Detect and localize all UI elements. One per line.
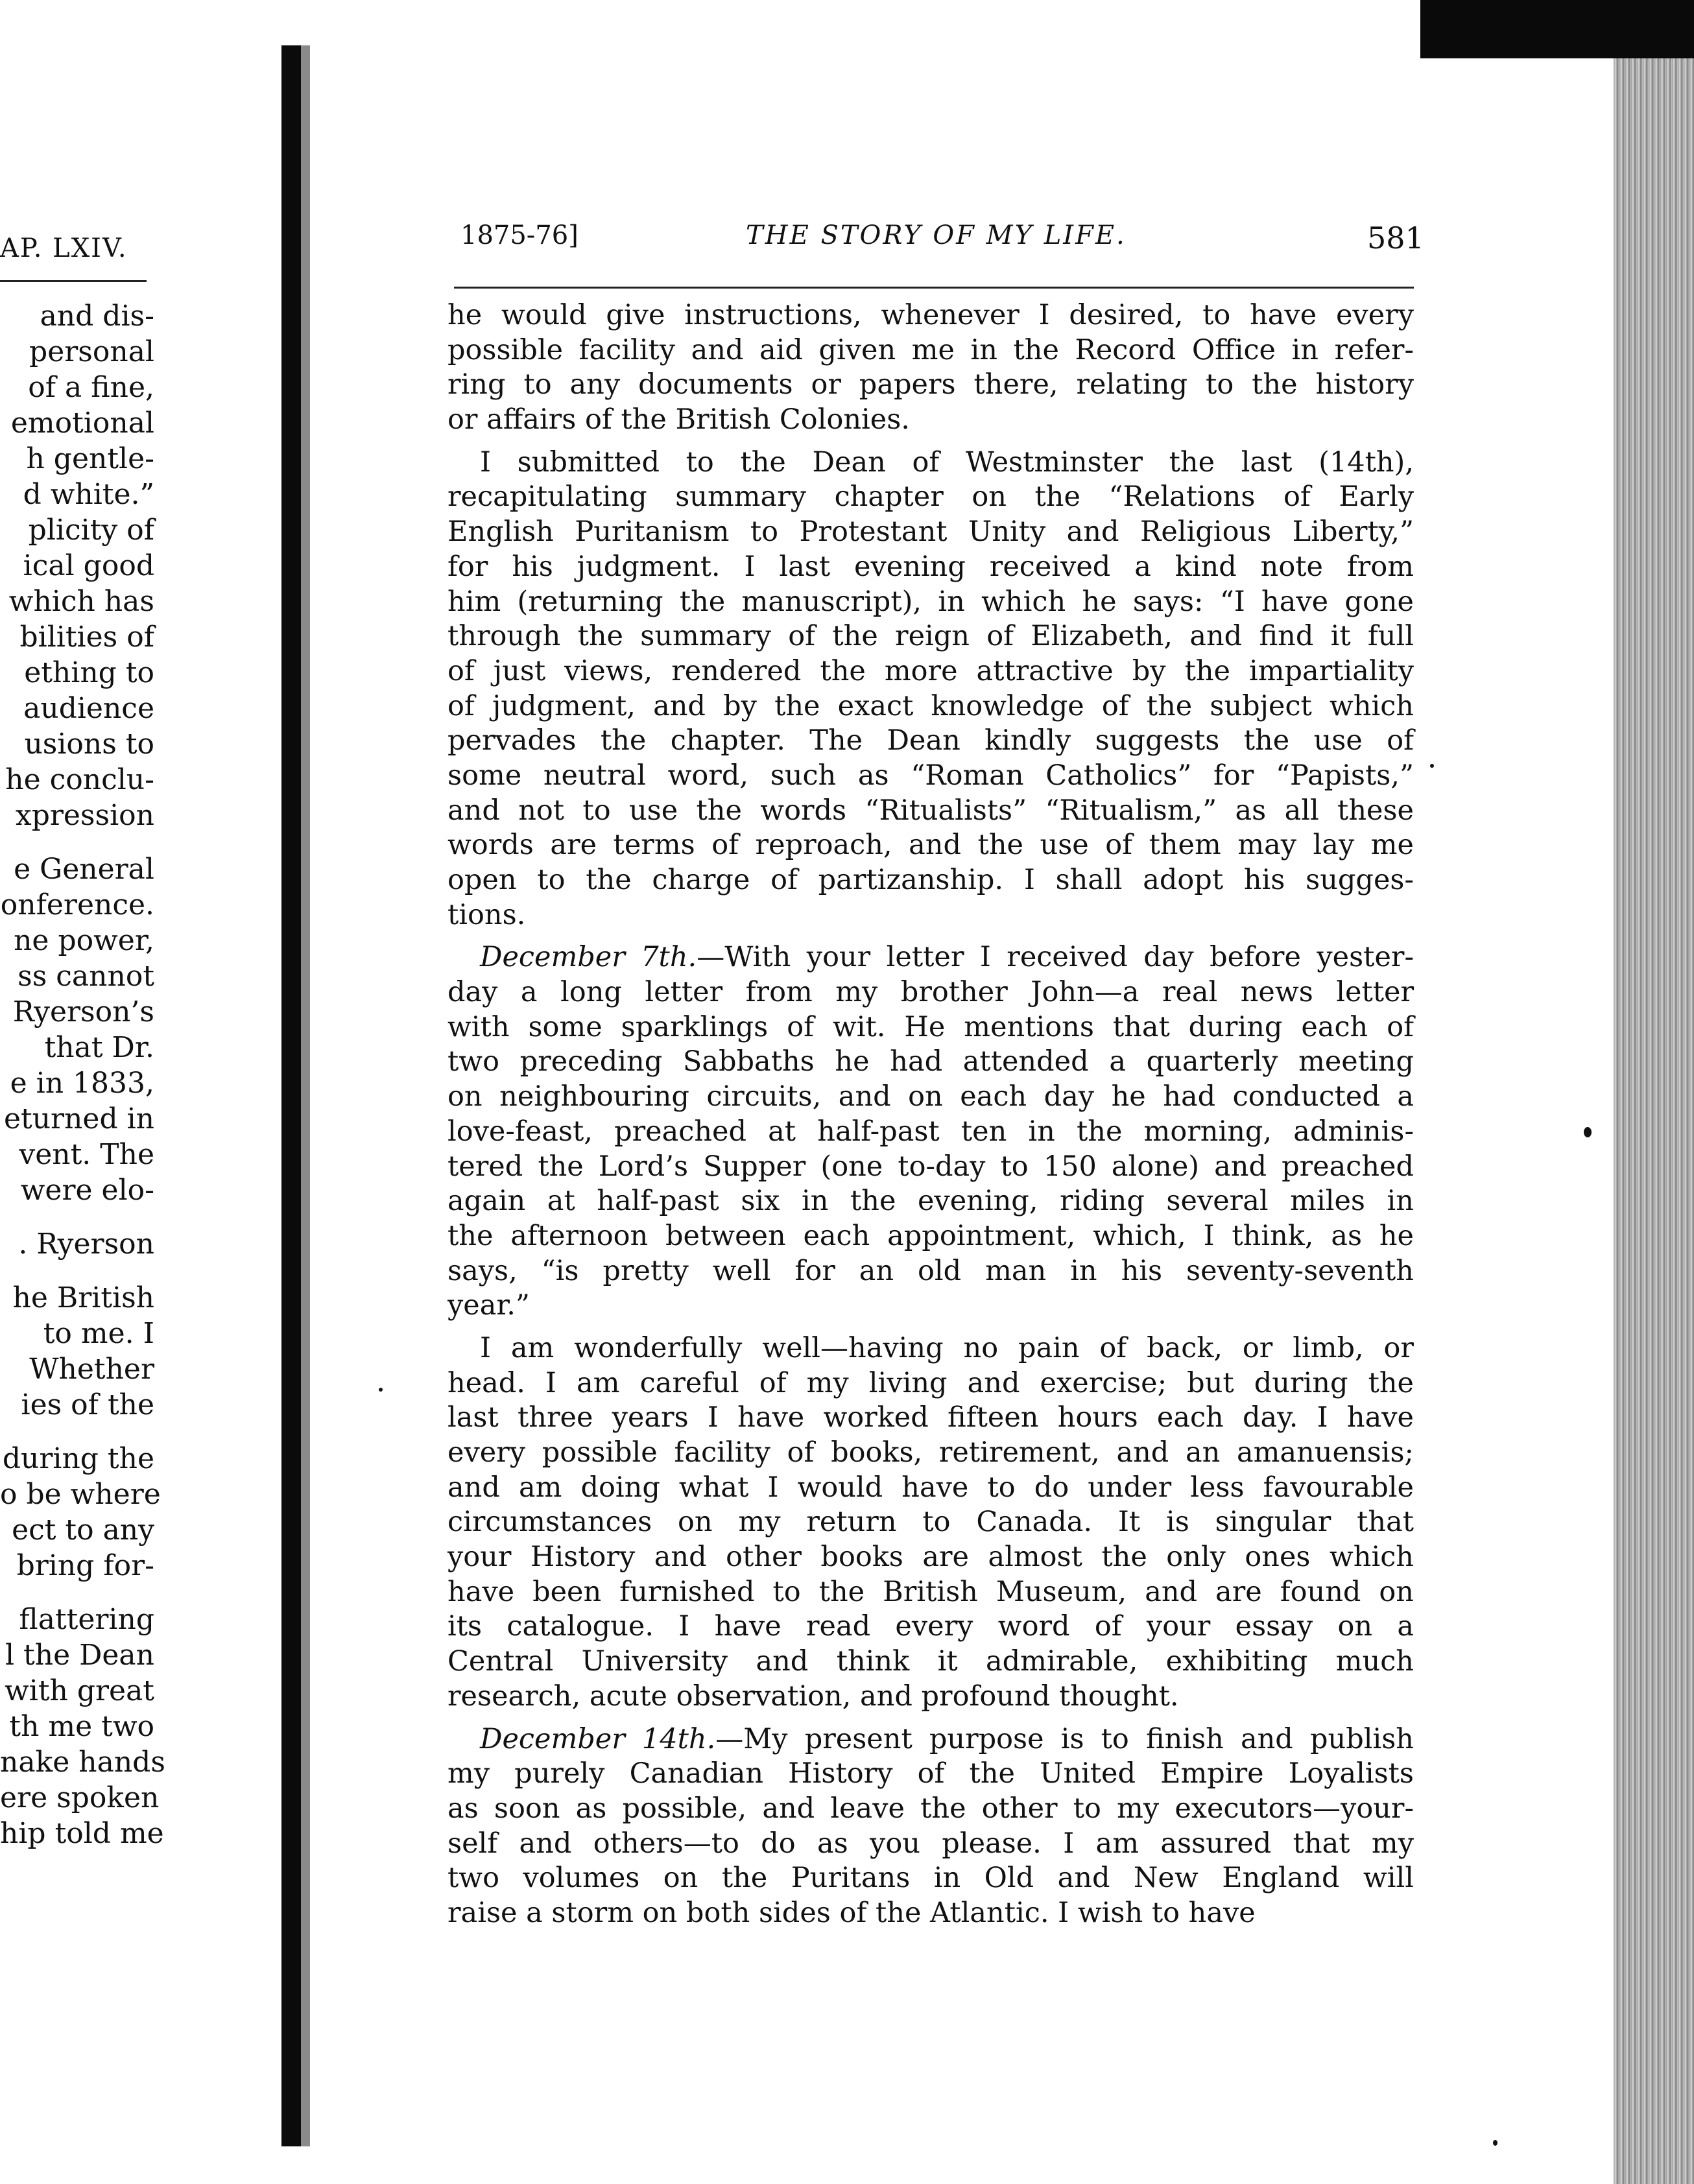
text-line: two preceding Sabbaths he had attended a quarterly meeting — [447, 1045, 1414, 1078]
text-line: possible facility and aid given me in the Record Office in refer- — [447, 333, 1414, 366]
left-text-line: vent. The — [19, 1138, 154, 1171]
paragraph — [447, 1331, 1414, 1715]
left-text-line: he conclu- — [5, 763, 154, 796]
text-line: of just views, rendered the more attractive by the impartiality — [447, 654, 1414, 687]
text-line: as soon as possible, and leave the other to my executors—your- — [447, 1792, 1414, 1825]
left-text-line: xpression — [15, 799, 154, 832]
text-line: and not to use the words “Ritualists” “Ritualism,” as all these — [447, 794, 1414, 827]
left-text-line: of a fine, — [28, 371, 154, 404]
text-line: Central University and think it admirable, exhibiting much — [447, 1645, 1414, 1678]
text-line: your History and other books are almost the only ones which — [447, 1541, 1414, 1574]
text-line: through the summary of the reign of Elizabeth, and find it full — [447, 620, 1414, 653]
text-line: tions. — [447, 898, 526, 931]
text-line: have been furnished to the British Museum, and are found on — [447, 1575, 1414, 1608]
left-text-line: to me. I — [43, 1317, 154, 1350]
text-line: or affairs of the British Colonies. — [447, 403, 910, 436]
left-text-line: . Ryerson — [18, 1228, 154, 1261]
left-text-line: l the Dean — [5, 1639, 154, 1672]
left-text-line: hip told me — [0, 1817, 164, 1850]
left-text-line: audience — [23, 692, 154, 725]
text-line: its catalogue. I have read every word of your essay on a — [447, 1610, 1414, 1643]
text-line — [447, 940, 1414, 975]
paragraph — [447, 1722, 1414, 1931]
left-text-line — [0, 1423, 154, 1441]
left-text-line: eturned in — [3, 1102, 154, 1135]
left-text-line: ne power, — [14, 924, 154, 957]
text-line: every possible facility of books, retirement, and an amanuensis; — [447, 1436, 1414, 1469]
paragraph — [447, 298, 1414, 438]
header-rule — [454, 287, 1414, 289]
text-line: research, acute observation, and profound thought. — [447, 1680, 1179, 1713]
left-text-line: which has — [8, 585, 154, 618]
text-line: my purely Canadian History of the United Empire Loyalists — [447, 1757, 1414, 1790]
left-text-line: bring for- — [16, 1549, 154, 1582]
left-text-line: he British — [12, 1281, 154, 1314]
text-line: he would give instructions, whenever I desired, to have every — [447, 299, 1414, 331]
left-text-line: flattering — [19, 1603, 154, 1636]
left-text-line: ere spoken — [0, 1781, 160, 1814]
body-text — [447, 298, 1414, 1931]
left-text-line: ething to — [24, 656, 154, 689]
text-line: I am wonderfully well—having no pain of back, or limb, or — [480, 1331, 1414, 1364]
text-line: on neighbouring circuits, and on each day he had conducted a — [447, 1080, 1414, 1113]
left-text-line: plicity of — [28, 514, 154, 547]
text-line: words are terms of reproach, and the use of them may lay me — [447, 829, 1414, 862]
left-text-line: during the — [2, 1442, 154, 1475]
text-line-rest: —My present purpose is to finish and publish — [715, 1722, 1414, 1755]
text-line: some neutral word, such as “Roman Catholics” for “Papists,” — [447, 759, 1414, 792]
left-text-line: th me two — [9, 1710, 154, 1743]
scan-background-corner — [1420, 0, 1694, 58]
left-text-line — [0, 1208, 154, 1226]
left-text-line: and dis- — [40, 300, 154, 333]
header-title: THE STORY OF MY LIFE. — [746, 220, 1127, 250]
text-line: day a long letter from my brother John—a real news letter — [447, 976, 1414, 1009]
left-header-rule — [0, 280, 147, 282]
left-text-line: with great — [5, 1674, 154, 1707]
left-text-line: onference. — [0, 888, 154, 921]
entry-date: December 7th. — [480, 941, 697, 974]
scan-speck — [1493, 2140, 1497, 2146]
left-page-text — [0, 298, 165, 1851]
left-text-line: personal — [29, 335, 154, 368]
left-text-line — [0, 833, 154, 851]
text-line: year.” — [447, 1289, 530, 1322]
left-text-line: Whether — [29, 1353, 154, 1386]
left-text-line: were elo- — [20, 1174, 154, 1207]
left-text-line: e General — [14, 853, 154, 886]
scan-speck — [379, 1388, 383, 1392]
text-line: pervades the chapter. The Dean kindly suggests the use of — [447, 724, 1414, 757]
left-text-line — [0, 1262, 154, 1280]
page-edges — [1614, 58, 1694, 2184]
book-spine — [281, 45, 301, 2146]
text-line: says, “is pretty well for an old man in his seventy-seventh — [447, 1254, 1414, 1287]
text-line: English Puritanism to Protestant Unity and Religious Liberty,” — [447, 516, 1414, 549]
left-text-line: ect to any — [12, 1513, 154, 1547]
text-line: and am doing what I would have to do under less favourable — [447, 1471, 1414, 1504]
text-line: with some sparklings of wit. He mentions that during each of — [447, 1010, 1414, 1043]
left-text-line: ies of the — [21, 1388, 154, 1421]
left-text-line — [0, 1584, 154, 1602]
entry-date: December 14th. — [480, 1722, 716, 1755]
left-text-line: e in 1833, — [10, 1067, 154, 1100]
left-text-line: ical good — [23, 549, 154, 582]
gutter-shadow — [301, 45, 310, 2146]
left-page-fragment — [0, 26, 285, 2166]
text-line: head. I am careful of my living and exercise; but during the — [447, 1366, 1414, 1399]
left-text-line: d white.” — [23, 478, 154, 511]
text-line: two volumes on the Puritans in Old and New England will — [447, 1862, 1414, 1895]
paragraph — [447, 940, 1414, 1323]
text-line: raise a storm on both sides of the Atlantic. I wish to have — [447, 1896, 1256, 1929]
text-line: I submitted to the Dean of Westminster the last (14th), — [480, 445, 1414, 479]
text-line: him (returning the manuscript), in which he says: “I have gone — [447, 585, 1414, 618]
text-line — [447, 1722, 1414, 1757]
page-number: 581 — [1367, 220, 1424, 255]
left-text-line: that Dr. — [44, 1031, 154, 1064]
text-line: ring to any documents or papers there, relating to the history — [447, 368, 1414, 401]
left-text-line: emotional — [10, 407, 154, 440]
scan-speck — [1584, 1127, 1592, 1137]
text-line-rest: —With your letter I received day before yester- — [697, 941, 1414, 974]
text-line: love-feast, preached at half-past ten in the morning, adminis- — [447, 1115, 1414, 1148]
text-line: of judgment, and by the exact knowledge of the subject which — [447, 689, 1414, 722]
left-text-line: Ryerson’s — [12, 995, 154, 1028]
text-line: tered the Lord’s Supper (one to-day to 150 alone) and preached — [447, 1150, 1414, 1183]
left-text-line: h gentle- — [26, 442, 154, 475]
left-text-line: bilities of — [19, 621, 154, 654]
text-line: for his judgment. I last evening received a kind note from — [447, 550, 1414, 583]
text-line: open to the charge of partizanship. I shall adopt his sugges- — [447, 864, 1414, 896]
left-running-header: AP. LXIV. — [0, 233, 128, 263]
text-line: again at half-past six in the evening, riding several miles in — [447, 1185, 1414, 1218]
text-line: recapitulating summary chapter on the “Relations of Early — [447, 481, 1414, 514]
left-text-line: ss cannot — [18, 960, 154, 993]
text-line: circumstances on my return to Canada. It is singular that — [447, 1506, 1414, 1539]
scan-speck — [1430, 764, 1434, 768]
header-years: 1875-76] — [460, 220, 579, 250]
text-line: self and others—to do as you please. I am assured that my — [447, 1827, 1414, 1860]
left-text-line: o be where — [0, 1478, 161, 1511]
paragraph — [447, 445, 1414, 933]
text-line: last three years I have worked fifteen hours each day. I have — [447, 1401, 1414, 1434]
text-line: the afternoon between each appointment, which, I think, as he — [447, 1219, 1414, 1252]
left-text-line: usions to — [24, 728, 154, 761]
left-text-line: nake hands — [0, 1746, 165, 1779]
